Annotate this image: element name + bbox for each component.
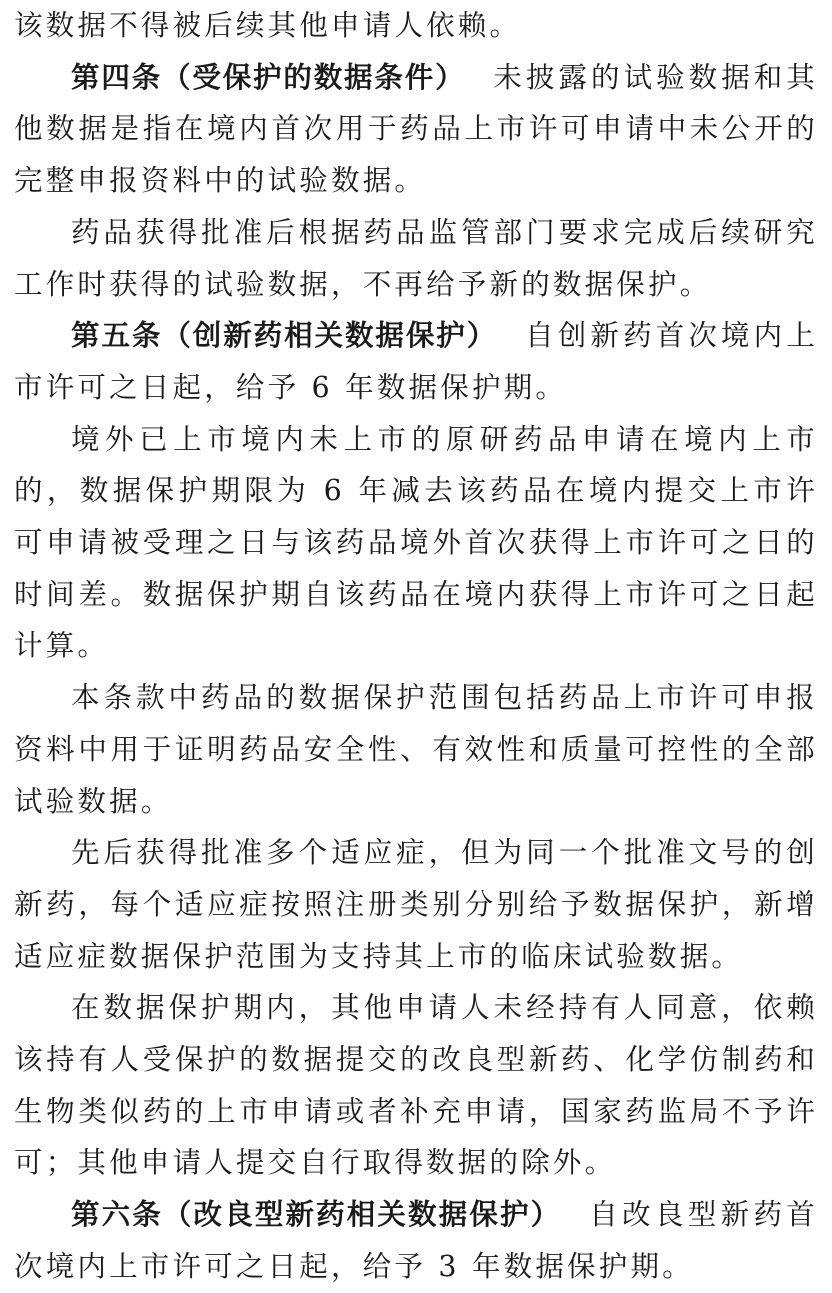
article-6-paragraph [14,1189,818,1292]
paragraph-text: 境外已上市境内未上市的原研药品申请在境内上市的，数据保护期限为 6 年减去该药品在境内提交上市许可申请被受理之日与该药品境外首次获得上市许可之日的时间差。数据保护期自该药品在境内获得上市许可之日起计算。 [14,422,818,663]
paragraph [14,207,818,310]
paragraph [14,414,818,673]
paragraph-continuation [14,0,818,52]
paragraph-text: 在数据保护期内，其他申请人未经持有人同意，依赖该持有人受保护的数据提交的改良型新药、化学仿制药和生物类似药的上市申请或者补充申请，国家药监局不予许可；其他申请人提交自行取得数据的除外。 [14,991,818,1180]
article-4-paragraph [14,52,818,207]
paragraph-text: 该数据不得被后续其他申请人依赖。 [14,9,522,42]
paragraph-text: 自创新药首次境内上市许可之日起，给予 6 年数据保护期。 [14,319,818,404]
paragraph-text: 先后获得批准多个适应症，但为同一个批准文号的创新药，每个适应症按照注册类别分别给予数据保护，新增适应症数据保护范围为支持其上市的临床试验数据。 [14,836,818,973]
paragraph-text: 未披露的试验数据和其他数据是指在境内首次用于药品上市许可申请中未公开的完整申报资料中的试验数据。 [14,60,818,198]
paragraph-text: 自改良型新药首次境内上市许可之日起，给予 3 年数据保护期。 [14,1198,818,1283]
document-page [14,0,818,1293]
article-5-heading: 第五条（创新药相关数据保护） [71,319,498,353]
paragraph-text: 药品获得批准后根据药品监管部门要求完成后续研究工作时获得的试验数据，不再给予新的数据保护。 [14,215,818,301]
article-6-heading: 第六条（改良型新药相关数据保护） [71,1198,562,1232]
paragraph [14,827,818,982]
article-4-heading: 第四条（受保护的数据条件） [71,60,466,94]
paragraph-text: 本条款中药品的数据保护范围包括药品上市许可申报资料中用于证明药品安全性、有效性和质量可控性的全部试验数据。 [14,681,818,818]
paragraph [14,982,818,1189]
paragraph [14,672,818,827]
article-5-paragraph [14,310,818,413]
